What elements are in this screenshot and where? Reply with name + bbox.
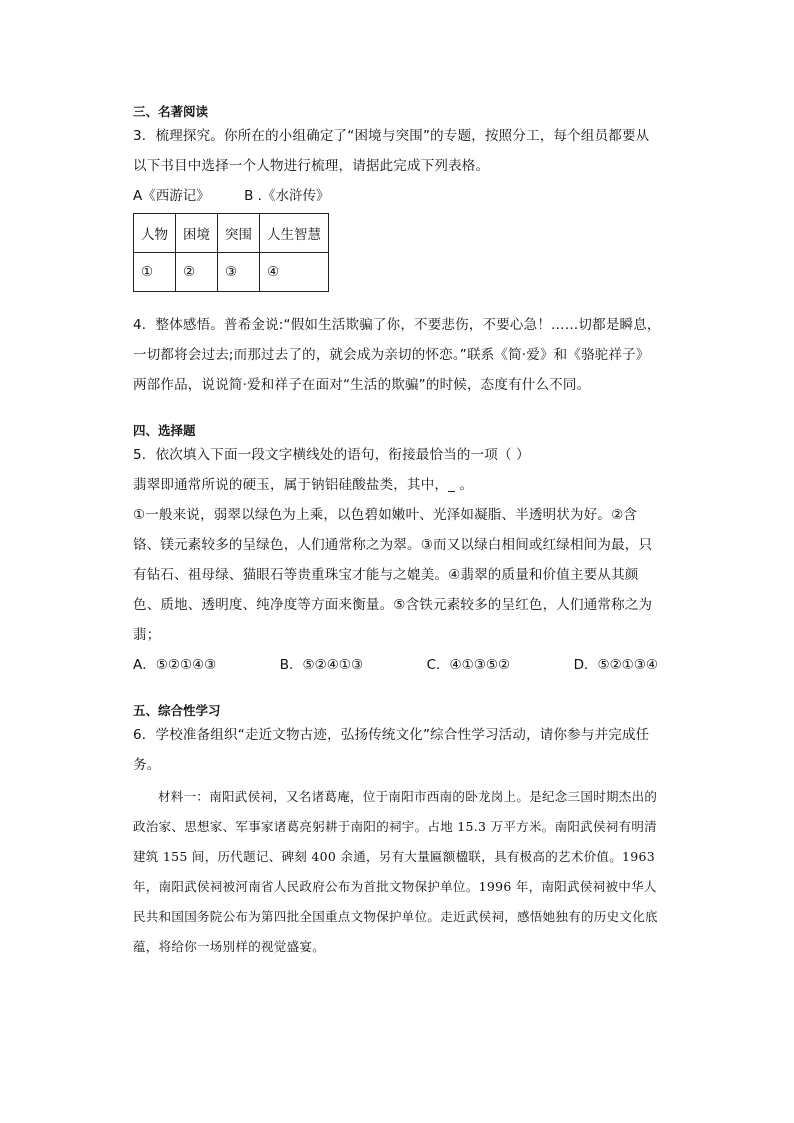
question-5-stem: 5．依次填入下面一段文字横线处的语句，衔接最恰当的一项（ ） — [133, 447, 530, 463]
table-cell: ① — [134, 253, 176, 292]
table-header-cell: 人生智慧 — [260, 214, 329, 253]
table-header-cell: 突围 — [218, 214, 260, 253]
material-one-text: 材料一：南阳武侯祠，又名诸葛庵，位于南阳市西南的卧龙岗上。是纪念三国时期杰出的政治家、思想家、军事家诸葛亮躬耕于南阳的祠宇。占地 15.3 万平方米。南阳武侯祠有明清建筑 155 间，历代题记、碑刻 400 余通，另有大量匾额楹联，具有极高的艺术价值。1963 年，南阳武侯祠被河南省人民政府公布为首批文物保护单位。1996 年，南阳武侯祠被中华人民共和国国务院公布为第四批全国重点文物保护单位。走近武侯祠，感悟她独有的历史文化底蕴，将给你一场别样的视觉盛宴。 — [133, 789, 658, 954]
question-3-text: 3．梳理探究。你所在的小组确定了“困境与突围”的专题，按照分工，每个组员都要从以下书目中选择一个人物进行梳理，请据此完成下列表格。 — [133, 128, 650, 174]
book-option-a: A《西游记》 — [133, 188, 210, 204]
table-cell: ④ — [260, 253, 329, 292]
section-5-title: 五、综合性学习 — [133, 703, 221, 718]
spacer — [133, 292, 663, 310]
table-header-cell: 人物 — [134, 214, 176, 253]
book-options — [133, 181, 663, 211]
choice-d: D．⑤②①③④ — [573, 657, 658, 673]
table-row — [134, 253, 329, 292]
spacer — [133, 680, 663, 702]
choice-c: C．④①③⑤② — [426, 657, 511, 673]
spacer — [133, 400, 663, 422]
question-5-passage: ①一般来说，弱翠以绿色为上乘，以色碧如嫩叶、光泽如凝脂、半透明状为好。②含铬、镁元素较多的呈绿色，人们通常称之为翠。③而又以绿白相间或红绿相间为最，只有钻石、祖母绿、猫眼石等贵重珠宝才能与之媲美。④翡翠的质量和价值主要从其颜色、质地、透明度、纯净度等方面来衡量。⑤含铁元素较多的呈红色，人们通常称之为翡； — [133, 507, 653, 643]
table-header-cell: 困境 — [176, 214, 218, 253]
table-cell: ③ — [218, 253, 260, 292]
character-table — [133, 213, 329, 292]
choice-a: A．⑤②①④③ — [133, 657, 217, 673]
section-4-title: 四、选择题 — [133, 423, 196, 438]
question-4-text: 4．整体感悟。普希金说:“假如生活欺骗了你，不要悲伤，不要心急！……切都是瞬息，一切都将会过去;而那过去了的，就会成为亲切的怀恋。”联系《简·爱》和《骆驼祥子》两部作品，说说简·爱和祥子在面对“生活的欺骗”的时候，态度有什么不同。 — [133, 317, 661, 393]
question-6-text: 6．学校准备组织“走近文物古迹，弘扬传统文化”综合性学习活动，请你参与并完成任务。 — [133, 727, 650, 773]
section-3-title: 三、名著阅读 — [133, 104, 209, 119]
question-5-lead: 翡翠即通常所说的硬玉，属于钠铝硅酸盐类，其中，_ 。 — [133, 477, 474, 493]
table-cell: ② — [176, 253, 218, 292]
table-header-row — [134, 214, 329, 253]
answer-choices — [133, 650, 658, 680]
choice-b: B．⑤②④①③ — [279, 657, 364, 673]
book-option-b: B .《水浒传》 — [244, 188, 330, 204]
page-content — [133, 103, 663, 962]
